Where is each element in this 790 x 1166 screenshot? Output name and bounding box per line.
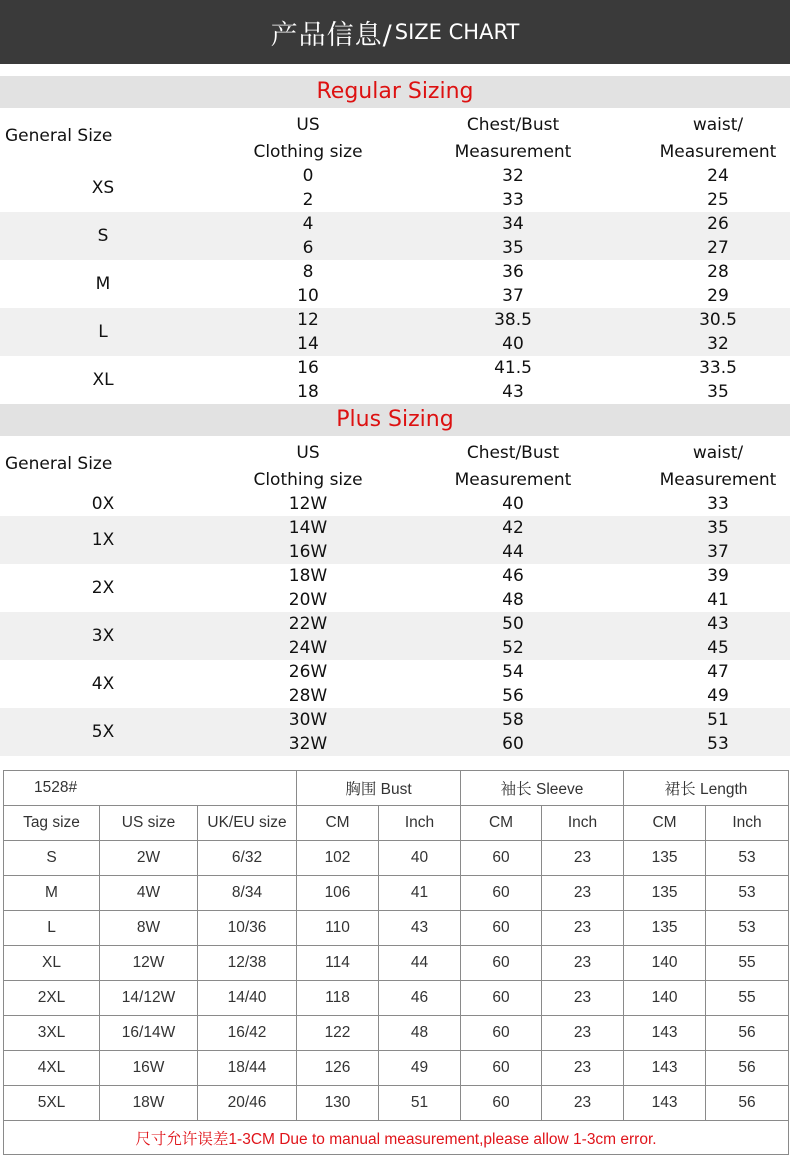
table-cell: 16/14W <box>100 1016 198 1051</box>
sub-header-cell: Inch <box>706 806 789 841</box>
chest-header: Chest/Bust Measurement <box>454 443 572 490</box>
table-row <box>4 841 789 876</box>
size-group-0x <box>0 492 790 516</box>
chest-value: 36 <box>502 262 524 282</box>
waist-value: 24 <box>707 166 729 186</box>
sleeve-header: 袖长 Sleeve <box>461 771 624 806</box>
us-size-value: 30W <box>288 710 328 730</box>
general-size-value: L <box>98 322 108 342</box>
size-group-1x <box>0 516 790 564</box>
table-cell: 60 <box>461 911 542 946</box>
sub-header-cell: CM <box>624 806 706 841</box>
chest-value: 34 <box>502 214 524 234</box>
us-size-value: 8 <box>302 262 314 282</box>
waist-value: 33.5 <box>699 358 737 378</box>
us-size-value: 4 <box>302 214 314 234</box>
chest-value: 40 <box>502 334 524 354</box>
waist-value: 43 <box>707 614 729 634</box>
table-row <box>4 1051 789 1086</box>
waist-value: 35 <box>707 518 729 538</box>
table-cell: 106 <box>297 876 379 911</box>
chest-value: 48 <box>502 590 524 610</box>
regular-sizing-title: Regular Sizing <box>0 76 790 108</box>
waist-value: 37 <box>707 542 729 562</box>
table-cell: 8W <box>100 911 198 946</box>
waist-value: 29 <box>707 286 729 306</box>
plus-sizing-title: Plus Sizing <box>0 404 790 436</box>
table-cell: 20/46 <box>198 1086 297 1121</box>
chest-value: 54 <box>502 662 524 682</box>
table-cell: 143 <box>624 1051 706 1086</box>
table-cell: 18/44 <box>198 1051 297 1086</box>
table-cell: 53 <box>706 911 789 946</box>
table-cell: 53 <box>706 841 789 876</box>
table-cell: 118 <box>297 981 379 1016</box>
chest-value: 42 <box>502 518 524 538</box>
table-cell: 44 <box>379 946 461 981</box>
general-size-value: M <box>95 274 111 294</box>
table-cell: 55 <box>706 946 789 981</box>
general-size-value: 3X <box>91 626 115 646</box>
banner-title-en: SIZE CHART <box>394 20 520 44</box>
us-size-value: 6 <box>302 238 314 258</box>
table-cell: 51 <box>379 1086 461 1121</box>
us-size-value: 24W <box>288 638 328 658</box>
table-cell: 140 <box>624 946 706 981</box>
table-cell: 8/34 <box>198 876 297 911</box>
table-cell: 40 <box>379 841 461 876</box>
size-chart-banner <box>0 0 790 64</box>
banner-title-cn: 产品信息/ <box>270 19 393 51</box>
table-cell: 6/32 <box>198 841 297 876</box>
waist-value: 30.5 <box>699 310 737 330</box>
spec-sub-header-row <box>4 806 789 841</box>
us-size-value: 0 <box>302 166 314 186</box>
table-row <box>4 876 789 911</box>
table-cell: 126 <box>297 1051 379 1086</box>
table-cell: 14/12W <box>100 981 198 1016</box>
general-size-value: 5X <box>91 722 115 742</box>
table-row <box>4 1016 789 1051</box>
table-cell: 60 <box>461 1086 542 1121</box>
table-row <box>4 911 789 946</box>
table-cell: 23 <box>542 876 624 911</box>
table-cell: 140 <box>624 981 706 1016</box>
table-row <box>4 946 789 981</box>
waist-header: waist/ Measurement <box>659 443 777 490</box>
note-row <box>4 1121 789 1155</box>
table-cell: 53 <box>706 876 789 911</box>
waist-value: 27 <box>707 238 729 258</box>
table-cell: 23 <box>542 841 624 876</box>
regular-sizing-section <box>0 76 790 404</box>
waist-value: 32 <box>707 334 729 354</box>
table-cell: 3XL <box>4 1016 100 1051</box>
table-cell: 55 <box>706 981 789 1016</box>
measurement-note: 尺寸允许误差1-3CM Due to manual measurement,please allow 1-3cm error. <box>4 1121 789 1155</box>
spec-group-header-row <box>4 771 789 806</box>
table-cell: 23 <box>542 1016 624 1051</box>
length-header: 裙长 Length <box>624 771 789 806</box>
us-size-value: 16 <box>297 358 319 378</box>
waist-header: waist/ Measurement <box>659 115 777 162</box>
table-cell: 23 <box>542 1086 624 1121</box>
size-group-5x <box>0 708 790 756</box>
waist-value: 39 <box>707 566 729 586</box>
table-cell: 135 <box>624 841 706 876</box>
chest-value: 35 <box>502 238 524 258</box>
sub-header-cell: Inch <box>379 806 461 841</box>
plus-sizing-header <box>0 436 790 492</box>
general-size-value: S <box>97 226 109 246</box>
chest-value: 33 <box>502 190 524 210</box>
table-cell: 2W <box>100 841 198 876</box>
model-number: 1528# <box>4 771 297 806</box>
sub-header-cell: UK/EU size <box>198 806 297 841</box>
table-cell: 102 <box>297 841 379 876</box>
us-size-value: 18 <box>297 382 319 402</box>
table-cell: 12W <box>100 946 198 981</box>
waist-value: 33 <box>707 494 729 514</box>
general-size-header: General Size <box>5 454 113 474</box>
general-size-value: XL <box>92 370 114 390</box>
table-cell: M <box>4 876 100 911</box>
table-cell: 2XL <box>4 981 100 1016</box>
us-size-value: 12W <box>288 494 328 514</box>
bust-header: 胸围 Bust <box>297 771 461 806</box>
table-cell: 4XL <box>4 1051 100 1086</box>
sub-header-cell: US size <box>100 806 198 841</box>
table-cell: 60 <box>461 1016 542 1051</box>
waist-value: 26 <box>707 214 729 234</box>
waist-value: 49 <box>707 686 729 706</box>
chest-value: 41.5 <box>494 358 532 378</box>
sub-header-cell: CM <box>461 806 542 841</box>
table-cell: 60 <box>461 981 542 1016</box>
table-cell: 4W <box>100 876 198 911</box>
chest-value: 40 <box>502 494 524 514</box>
us-size-value: 14 <box>297 334 319 354</box>
table-row <box>4 981 789 1016</box>
table-cell: 23 <box>542 946 624 981</box>
size-group-xs <box>0 164 790 212</box>
table-cell: 122 <box>297 1016 379 1051</box>
table-cell: 43 <box>379 911 461 946</box>
chest-value: 38.5 <box>494 310 532 330</box>
us-size-value: 20W <box>288 590 328 610</box>
chest-value: 32 <box>502 166 524 186</box>
waist-value: 51 <box>707 710 729 730</box>
chest-value: 50 <box>502 614 524 634</box>
chest-header: Chest/Bust Measurement <box>454 115 572 162</box>
us-size-value: 26W <box>288 662 328 682</box>
chest-value: 44 <box>502 542 524 562</box>
general-size-value: XS <box>91 178 115 198</box>
table-cell: 56 <box>706 1051 789 1086</box>
chest-value: 58 <box>502 710 524 730</box>
table-cell: L <box>4 911 100 946</box>
table-cell: 46 <box>379 981 461 1016</box>
chest-value: 46 <box>502 566 524 586</box>
waist-value: 28 <box>707 262 729 282</box>
us-size-value: 28W <box>288 686 328 706</box>
size-group-xl <box>0 356 790 404</box>
chest-value: 43 <box>502 382 524 402</box>
table-cell: 23 <box>542 981 624 1016</box>
us-size-value: 22W <box>288 614 328 634</box>
table-cell: 130 <box>297 1086 379 1121</box>
us-size-header: US Clothing size <box>253 115 363 162</box>
table-cell: 143 <box>624 1086 706 1121</box>
table-cell: 56 <box>706 1086 789 1121</box>
general-size-value: 4X <box>91 674 115 694</box>
general-size-value: 0X <box>91 494 115 514</box>
size-group-2x <box>0 564 790 612</box>
table-cell: 135 <box>624 876 706 911</box>
waist-value: 25 <box>707 190 729 210</box>
waist-value: 45 <box>707 638 729 658</box>
table-cell: 12/38 <box>198 946 297 981</box>
general-size-value: 1X <box>91 530 115 550</box>
table-cell: 60 <box>461 1051 542 1086</box>
table-cell: 135 <box>624 911 706 946</box>
table-row <box>4 1086 789 1121</box>
table-cell: 16W <box>100 1051 198 1086</box>
table-cell: 23 <box>542 911 624 946</box>
chest-value: 60 <box>502 734 524 754</box>
table-cell: 10/36 <box>198 911 297 946</box>
table-cell: 114 <box>297 946 379 981</box>
waist-value: 47 <box>707 662 729 682</box>
size-group-l <box>0 308 790 356</box>
sub-header-cell: Inch <box>542 806 624 841</box>
us-size-value: 2 <box>302 190 314 210</box>
table-cell: 60 <box>461 841 542 876</box>
table-cell: 16/42 <box>198 1016 297 1051</box>
general-size-header: General Size <box>5 126 113 146</box>
table-cell: 5XL <box>4 1086 100 1121</box>
sub-header-cell: CM <box>297 806 379 841</box>
waist-value: 41 <box>707 590 729 610</box>
us-size-value: 18W <box>288 566 328 586</box>
table-cell: 143 <box>624 1016 706 1051</box>
table-cell: 60 <box>461 946 542 981</box>
size-group-4x <box>0 660 790 708</box>
us-size-header: US Clothing size <box>253 443 363 490</box>
size-group-s <box>0 212 790 260</box>
table-cell: 60 <box>461 876 542 911</box>
table-cell: 48 <box>379 1016 461 1051</box>
table-cell: 18W <box>100 1086 198 1121</box>
general-size-value: 2X <box>91 578 115 598</box>
waist-value: 35 <box>707 382 729 402</box>
size-group-3x <box>0 612 790 660</box>
spec-table <box>3 770 789 1155</box>
chest-value: 37 <box>502 286 524 306</box>
us-size-value: 32W <box>288 734 328 754</box>
regular-sizing-header <box>0 108 790 164</box>
plus-sizing-section <box>0 404 790 756</box>
table-cell: 49 <box>379 1051 461 1086</box>
table-cell: 23 <box>542 1051 624 1086</box>
size-group-m <box>0 260 790 308</box>
table-cell: XL <box>4 946 100 981</box>
table-cell: 56 <box>706 1016 789 1051</box>
table-cell: 14/40 <box>198 981 297 1016</box>
us-size-value: 12 <box>297 310 319 330</box>
chest-value: 52 <box>502 638 524 658</box>
table-cell: 41 <box>379 876 461 911</box>
us-size-value: 10 <box>297 286 319 306</box>
sub-header-cell: Tag size <box>4 806 100 841</box>
us-size-value: 14W <box>288 518 328 538</box>
chest-value: 56 <box>502 686 524 706</box>
us-size-value: 16W <box>288 542 328 562</box>
table-cell: S <box>4 841 100 876</box>
table-cell: 110 <box>297 911 379 946</box>
waist-value: 53 <box>707 734 729 754</box>
